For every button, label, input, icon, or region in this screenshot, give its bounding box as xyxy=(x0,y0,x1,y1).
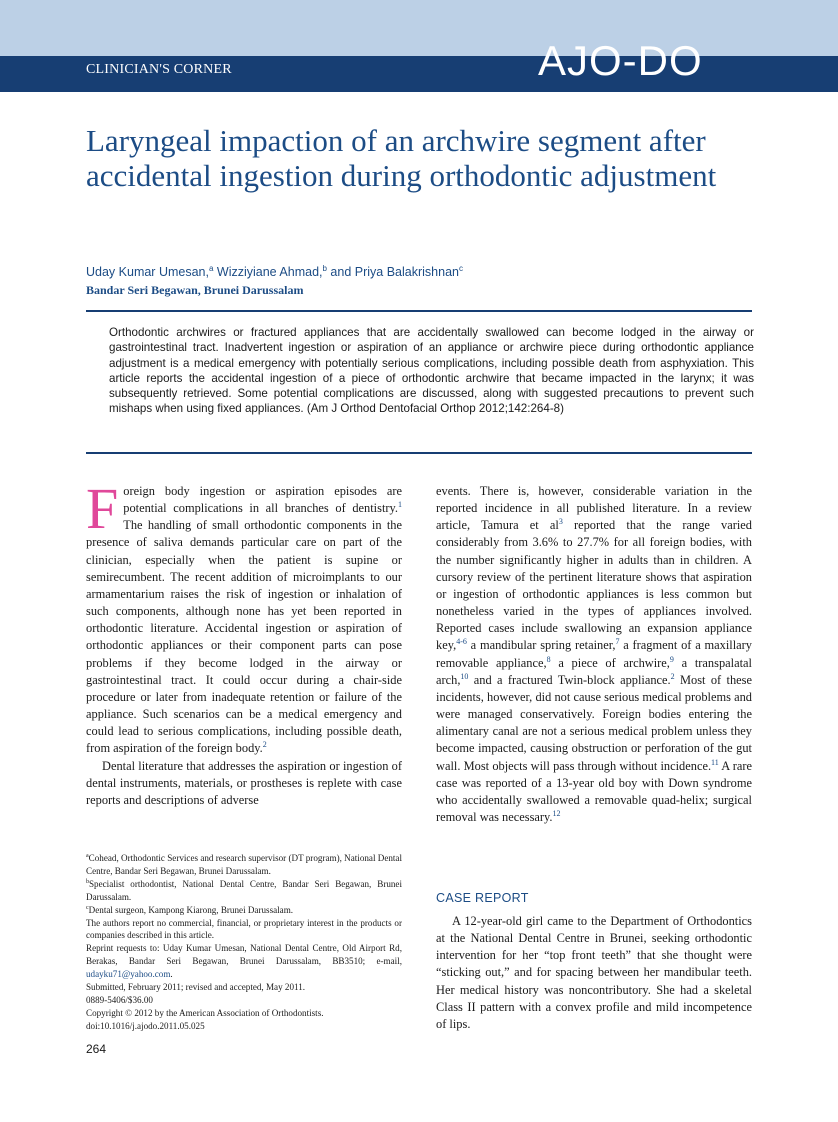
abstract: Orthodontic archwires or fractured appliances that are accidentally swallowed can become lodged in the airway or gastrointestinal tract. Inadvertent ingestion or aspiration of an appliance or archwire piece during orthodontic appliance adjustment is a medical emergency with potentially serious complications, including possible death from asphyxiation. This article reports the accidental ingestion of a piece of orthodontic archwire that became impacted in the larynx; it was subsequently retrieved. Some potential complications are discussed, along with suggested precautions to prevent such mishaps when using fixed appliances. (Am J Orthod Dentofacial Orthop 2012;142:264-8) xyxy=(109,326,754,416)
text-segment: A rare case was reported of a 13-year old boy with Down syndrome who accidentally swallowed a removable quad-helix; surgical removal was necessary. xyxy=(436,758,752,824)
citation-ref[interactable]: 9 xyxy=(669,654,674,664)
reprint-end: . xyxy=(170,969,173,980)
footnote-text: Specialist orthodontist, National Dental Centre, Bandar Seri Begawan, Brunei Darussalam. xyxy=(86,878,402,902)
text-segment: The handling of small orthodontic components in the presence of saliva demands particular care on part of the clinician, especially when the patient is supine or semirecumbent. The recent addition of microimplants to our armamentarium raises the risk of ingestion or inhalation of such components, although none has yet been reported in orthodontic literature. Accidental ingestion or aspiration of orthodontic appliances or their component parts can pose problems if they become lodged in the airway or gastrointestinal tract. It could occur during a chair-side procedure or later from inadequate retention or failure of the appliance. Such scenarios can be a medical emergency and could lead to serious complications, including possible death, from aspiration of the foreign body. xyxy=(86,518,402,756)
text-segment: Dental literature that addresses the aspiration or ingestion of dental instruments, materials, or prostheses is replete with case reports and descriptions of adverse xyxy=(86,758,402,807)
text-segment: events. There is, however, considerable variation in the reported incidence in all published literature. In a review article, Tamura et al xyxy=(436,484,752,533)
reprint-text: Reprint requests to: Uday Kumar Umesan, National Dental Centre, Old Airport Rd, Berakas, Bandar Seri Begawan, Brunei Darussalam, BB3510; e-mail, xyxy=(86,943,402,967)
footnote-c xyxy=(86,904,402,917)
citation-ref[interactable]: 3 xyxy=(558,517,563,527)
body-column-left xyxy=(86,476,402,809)
author-list xyxy=(86,265,463,279)
text-segment: oreign body ingestion or aspiration episodes are potential complications in all branches of dentistry. xyxy=(123,484,402,516)
citation-ref[interactable]: 11 xyxy=(711,757,719,767)
submission-dates: Submitted, February 2011; revised and accepted, May 2011. xyxy=(86,982,306,993)
journal-logo: AJO-DO xyxy=(538,37,703,84)
section-label: CLINICIAN'S CORNER xyxy=(86,62,232,77)
affiliation: Bandar Seri Begawan, Brunei Darussalam xyxy=(86,283,304,297)
abstract-top-rule xyxy=(86,310,752,312)
text-segment: a mandibular spring retainer, xyxy=(466,638,616,653)
case-report-text: A 12-year-old girl came to the Department of Orthodontics at the National Dental Centre in Brunei, seeking orthodontic intervention for her “top front teeth” that she thought were “sticking out,” and for spacing between her mandibular teeth. Her medical history was noncontributory. She had a skeletal Class II pattern with a convex profile and mild incompetence of lips. xyxy=(436,914,752,1031)
text-segment: a piece of archwire, xyxy=(550,655,670,670)
footnote-text: Cohead, Orthodontic Services and research supervisor (DT program), National Dental Centre, Bandar Seri Begawan, Brunei Darussalam. xyxy=(86,853,402,876)
author-name: Wizziyiane Ahmad, xyxy=(213,265,323,279)
doi: doi:10.1016/j.ajodo.2011.05.025 xyxy=(86,1020,205,1031)
footnote-b xyxy=(86,878,402,904)
footnotes xyxy=(86,852,402,1033)
disclosure: The authors report no commercial, financial, or proprietary interest in the products or companies described in this article. xyxy=(86,917,402,941)
author-mark: b xyxy=(322,263,327,273)
copyright: Copyright © 2012 by the American Association of Orthodontists. xyxy=(86,1007,324,1018)
abstract-bottom-rule xyxy=(86,452,752,454)
citation-ref[interactable]: 2 xyxy=(262,740,267,750)
footnote-a xyxy=(86,852,402,878)
case-report-heading: CASE REPORT xyxy=(436,891,529,905)
citation-ref[interactable]: 1 xyxy=(398,500,402,510)
citation-ref[interactable]: 12 xyxy=(552,808,561,818)
text-segment: a transpalatal arch, xyxy=(436,655,752,687)
author-mark: a xyxy=(208,263,214,273)
paragraph-intro xyxy=(86,476,402,758)
citation-ref[interactable]: 10 xyxy=(460,671,469,681)
text-segment: a fragment of a maxillary removable appliance, xyxy=(436,638,753,670)
text-segment: and a fractured Twin-block appliance. xyxy=(468,672,671,687)
footnote-mark: c xyxy=(86,904,89,911)
citation-ref[interactable]: 4-6 xyxy=(456,637,467,647)
text-segment: reported that the range varied considerably from 3.6% to 27.7% for all foreign bodies, with the number significantly higher in adults than in children. A cursory review of the pertinent literature shows that aspiration or ingestion of orthodontic appliances is less common but nonetheless varied in the types of appliances involved. Reported cases include swallowing an expansion appliance key, xyxy=(436,518,752,653)
citation-ref[interactable]: 2 xyxy=(670,671,675,681)
header-top-band xyxy=(0,0,838,56)
author-name: and Priya Balakrishnan xyxy=(326,265,459,279)
citation-ref[interactable]: 7 xyxy=(615,637,620,647)
citation-ref[interactable]: 8 xyxy=(546,654,551,664)
reprint-requests xyxy=(86,942,402,981)
issn: 0889-5406/$36.00 xyxy=(86,994,153,1005)
footnote-mark: b xyxy=(86,878,89,885)
article-title: Laryngeal impaction of an archwire segment after accidental ingestion during orthodontic adjustment xyxy=(86,123,717,193)
text-segment: Most of these incidents, however, did not cause serious medical problems and were managed conservatively. Foreign bodies entering the alimentary canal are not a serious medical problem unless they become impacted, causing obstruction or perforation of the gut wall. Most objects will pass through without incidence. xyxy=(436,672,752,773)
footnote-text: Dental surgeon, Kampong Kiarong, Brunei Darussalam. xyxy=(88,904,294,915)
footnote-mark: a xyxy=(86,852,89,859)
drop-cap: F xyxy=(86,476,119,541)
intro-text xyxy=(86,476,402,756)
paragraph-incidence xyxy=(436,483,752,826)
page-number: 264 xyxy=(86,1042,107,1056)
email-link[interactable]: udayku71@yahoo.com xyxy=(86,969,171,980)
body-column-right xyxy=(436,483,752,826)
author-mark: c xyxy=(458,263,463,273)
author-name: Uday Kumar Umesan, xyxy=(86,265,209,279)
paragraph-literature xyxy=(86,758,402,809)
